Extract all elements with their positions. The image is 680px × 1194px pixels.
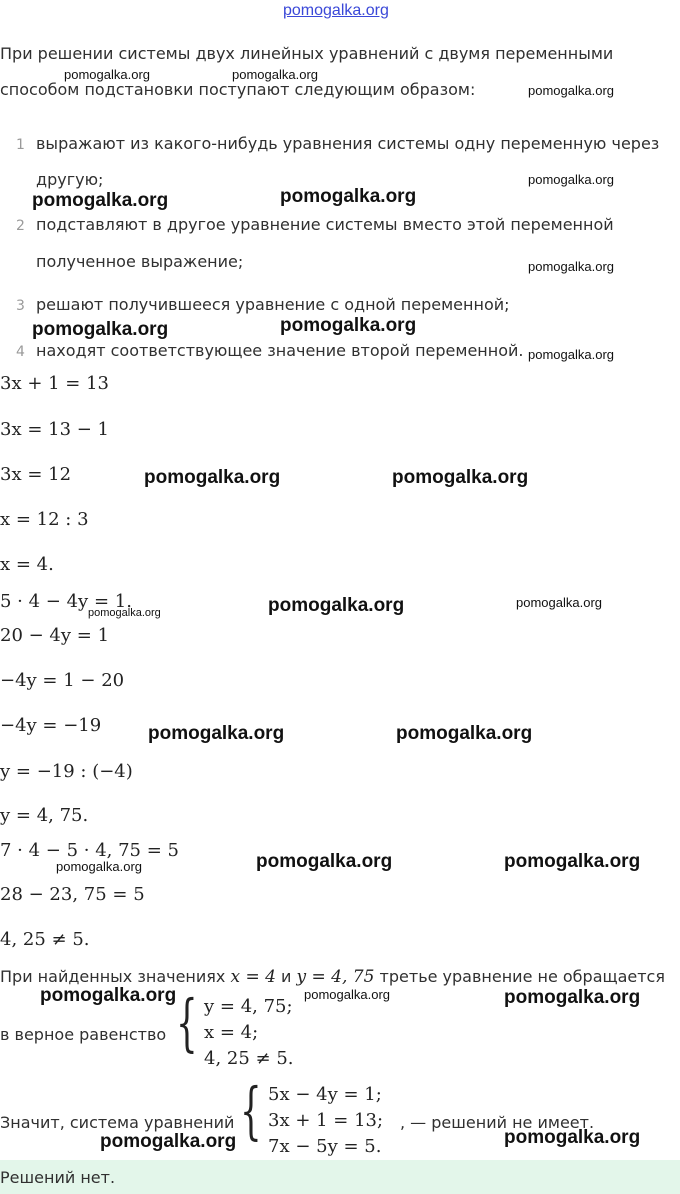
step-number: 2 [16,218,25,234]
conclusion-and: и [281,967,292,986]
answer-box [0,1160,680,1194]
watermark: pomogalka.org [40,985,177,1006]
system-row: x = 4; [204,1022,259,1043]
watermark: pomogalka.org [528,172,614,187]
watermark: pomogalka.org [256,851,393,872]
watermark: pomogalka.org [504,1127,641,1148]
equation: 28 − 23, 75 = 5 [0,884,145,905]
equation: 4, 25 ≠ 5. [0,929,90,950]
equation: 3x + 1 = 13 [0,373,110,394]
equation: 7 · 4 − 5 · 4, 75 = 5 [0,840,179,861]
conclusion-suffix: третье уравнение не обращается [379,967,665,986]
watermark: pomogalka.org [88,607,161,619]
equation: x = 4. [0,554,54,575]
watermark: pomogalka.org [148,723,285,744]
watermark: pomogalka.org [232,67,318,82]
equation: −4y = −19 [0,715,102,736]
watermark: pomogalka.org [304,987,390,1002]
step-number: 3 [16,298,25,314]
conclusion-line [0,967,665,987]
step-text: находят соответствующее значение второй переменной. [36,341,524,360]
system-row: 7x − 5y = 5. [268,1136,382,1157]
answer-text: Решений нет. [0,1168,116,1187]
watermark: pomogalka.org [528,347,614,362]
brace-icon: { [240,1074,262,1147]
equation: 3x = 12 [0,464,72,485]
conclusion2-suffix: , — решений не имеет. [400,1113,595,1132]
system-row: 3x + 1 = 13; [268,1110,384,1131]
equation: −4y = 1 − 20 [0,670,125,691]
watermark: pomogalka.org [504,851,641,872]
watermark: pomogalka.org [32,190,169,211]
y-value: y = 4, 75 [296,967,375,987]
watermark: pomogalka.org [144,467,281,488]
system-row: 5x − 4y = 1; [268,1084,382,1105]
step-text: подставляют в другое уравнение системы вместо этой переменной [36,215,614,234]
watermark: pomogalka.org [32,319,169,340]
watermark: pomogalka.org [56,859,142,874]
equation: 20 − 4y = 1 [0,625,110,646]
intro-line-2: способом подстановки поступают следующим образом: [0,80,476,99]
conclusion2-prefix: Значит, система уравнений [0,1113,235,1132]
equation: y = −19 : (−4) [0,761,133,782]
intro-line-1: При решении системы двух линейных уравнений с двумя переменными [0,44,614,63]
watermark-top[interactable]: pomogalka.org [283,2,389,19]
equation: 3x = 13 − 1 [0,419,110,440]
system-row: 4, 25 ≠ 5. [204,1048,294,1069]
watermark: pomogalka.org [64,67,150,82]
watermark: pomogalka.org [280,315,417,336]
watermark: pomogalka.org [504,987,641,1008]
watermark: pomogalka.org [280,186,417,207]
equation: x = 12 : 3 [0,509,89,530]
step-text: выражают из какого-нибудь уравнения системы одну переменную через [36,134,660,153]
conclusion-prefix: При найденных значениях [0,967,226,986]
watermark: pomogalka.org [516,595,602,610]
watermark: pomogalka.org [100,1131,237,1152]
step-text: решают получившееся уравнение с одной переменной; [36,295,510,314]
watermark: pomogalka.org [396,723,533,744]
step-number: 4 [16,344,25,360]
equation: y = 4, 75. [0,805,89,826]
step-text: полученное выражение; [36,252,244,271]
conclusion-line-2: в верное равенство [0,1025,167,1044]
watermark: pomogalka.org [528,83,614,98]
step-text: другую; [36,170,104,189]
brace-icon: { [176,986,198,1059]
watermark: pomogalka.org [392,467,529,488]
x-value: x = 4 [230,967,276,987]
equation: 5 · 4 − 4y = 1. [0,591,132,612]
watermark: pomogalka.org [268,595,405,616]
system-row: y = 4, 75; [204,996,293,1017]
watermark: pomogalka.org [528,259,614,274]
step-number: 1 [16,137,25,153]
